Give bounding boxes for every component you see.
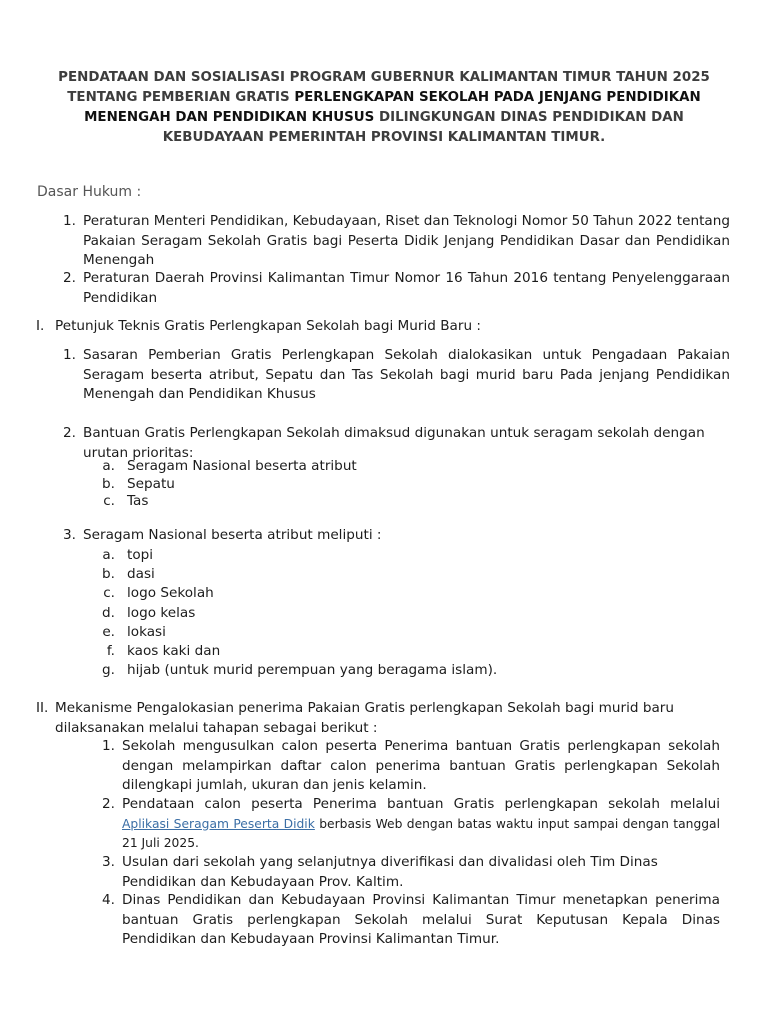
list-number: 4. xyxy=(102,892,115,908)
list-text: Usulan dari sekolah yang selanjutnya diverifikasi dan divalidasi oleh Tim Dinas Pendidikan dan Kebudayaan Prov. Kaltim. xyxy=(122,854,658,890)
list-text: Seragam Nasional beserta atribut meliputi : xyxy=(83,527,382,543)
list-number: 1. xyxy=(63,347,76,363)
list-number: 2. xyxy=(63,425,76,441)
section-number: II. xyxy=(36,700,49,716)
section-heading-text: Petunjuk Teknis Gratis Perlengkapan Sekolah bagi Murid Baru : xyxy=(55,318,481,334)
list-text: Peraturan Menteri Pendidikan, Kebudayaan, Riset dan Teknologi Nomor 50 Tahun 2022 tentang Pakaian Seragam Sekolah Gratis bagi Peserta Didik Jenjang Pendidikan Dasar dan Pendidikan Menengah xyxy=(83,213,730,268)
list-number: 1. xyxy=(63,213,76,229)
section-number: I. xyxy=(36,318,45,334)
title-part-3: DILINGKUNGAN DINAS PENDIDIKAN DAN KEBUDAYAAN PEMERINTAH PROVINSI KALIMANTAN TIMUR. xyxy=(162,110,684,145)
title-part-2: PERLENGKAPAN SEKOLAH PADA JENJANG PENDIDIKAN MENENGAH DAN PENDIDIKAN KHUSUS xyxy=(84,90,701,125)
dasar-hukum-heading: Dasar Hukum : xyxy=(37,184,142,200)
list-text-before: Pendataan calon peserta Penerima bantuan Gratis perlengkapan sekolah melalui xyxy=(122,796,720,812)
list-number: 3. xyxy=(102,854,115,870)
list-text: Sasaran Pemberian Gratis Perlengkapan Sekolah dialokasikan untuk Pengadaan Pakaian Seragam beserta atribut, Sepatu dan Tas Sekolah bagi murid baru Pada jenjang Pendidikan Menengah dan Pendidikan Khusus xyxy=(83,347,730,402)
list-text: Peraturan Daerah Provinsi Kalimantan Timur Nomor 16 Tahun 2016 tentang Penyelenggaraan Pendidikan xyxy=(83,270,730,306)
list-number: 3. xyxy=(63,527,76,543)
list-text xyxy=(122,795,720,854)
list-text: Sekolah mengusulkan calon peserta Penerima bantuan Gratis perlengkapan sekolah dengan melampirkan daftar calon penerima bantuan Gratis perlengkapan Sekolah dilengkapi jumlah, ukuran dan jenis kelamin. xyxy=(122,738,720,793)
document-title xyxy=(40,68,728,148)
section-heading-text: Mekanisme Pengalokasian penerima Pakaian Gratis perlengkapan Sekolah bagi murid baru dilaksanakan melalui tahapan sebagai berikut : xyxy=(55,700,674,736)
list-number: 1. xyxy=(102,738,115,754)
title-part-1: PENDATAAN DAN SOSIALISASI PROGRAM GUBERNUR KALIMANTAN TIMUR TAHUN 2025 TENTANG PEMBERIAN GRATIS xyxy=(58,70,710,105)
list-number: 2. xyxy=(102,796,115,812)
list-text: Bantuan Gratis Perlengkapan Sekolah dimaksud digunakan untuk seragam sekolah dengan urutan prioritas: xyxy=(83,425,705,461)
list-number: 2. xyxy=(63,270,76,286)
list-text-after: berbasis Web dengan batas waktu input sampai dengan tanggal 21 Juli 2025. xyxy=(122,816,721,850)
aplikasi-seragam-link[interactable]: Aplikasi Seragam Peserta Didik xyxy=(122,816,315,831)
list-text: Dinas Pendidikan dan Kebudayaan Provinsi Kalimantan Timur menetapkan penerima bantuan Gratis perlengkapan Sekolah melalui Surat Keputusan Kepala Dinas Pendidikan dan Kebudayaan Provinsi Kalimantan Timur. xyxy=(122,892,720,947)
